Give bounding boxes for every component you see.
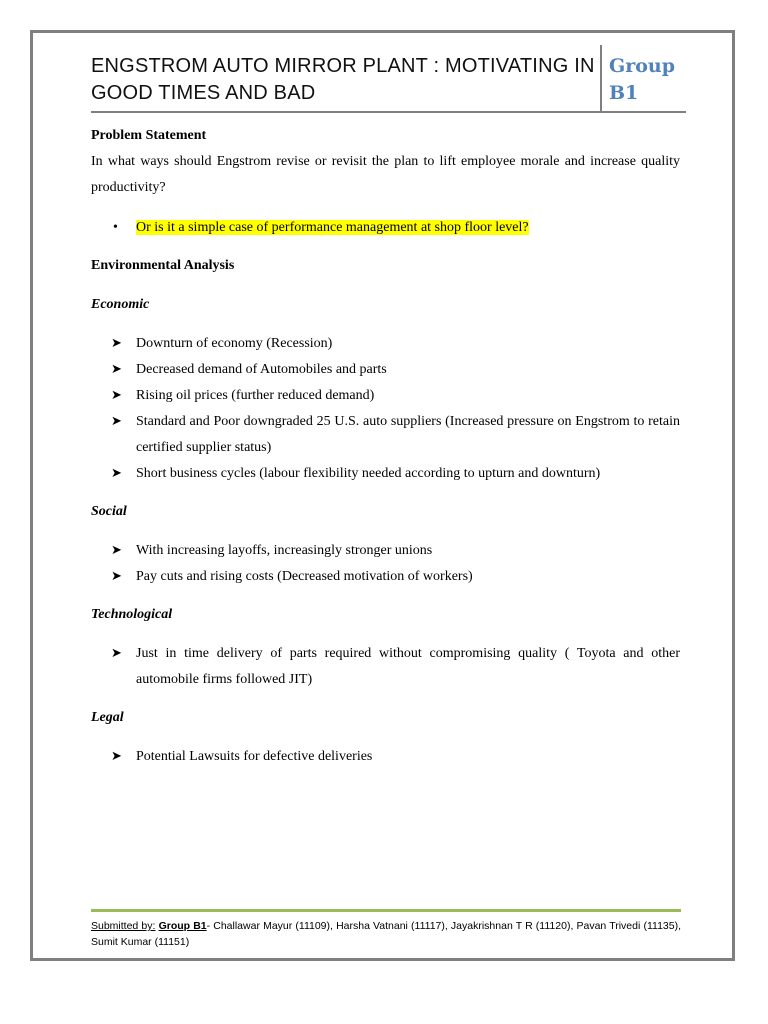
header-divider: [600, 45, 602, 111]
economic-heading: Economic: [91, 297, 150, 312]
technological-heading: Technological: [91, 607, 173, 622]
problem-bullet: [91, 215, 680, 241]
social-list: [91, 538, 680, 590]
list-item: ➤ Short business cycles (labour flexibility needed according to upturn and downturn): [91, 461, 680, 487]
arrow-bullet-icon: ➤: [111, 414, 122, 429]
social-heading: Social: [91, 504, 127, 519]
highlighted-question: Or is it a simple case of performance management at shop floor level?: [136, 220, 529, 235]
list-item: ➤ Pay cuts and rising costs (Decreased motivation of workers): [91, 564, 680, 590]
arrow-bullet-icon: ➤: [111, 569, 122, 584]
arrow-bullet-icon: ➤: [111, 466, 122, 481]
page-border: [30, 30, 735, 961]
arrow-bullet-icon: ➤: [111, 749, 122, 764]
technological-list: [91, 641, 680, 693]
legal-heading: Legal: [91, 710, 124, 725]
list-item: ➤ Rising oil prices (further reduced demand): [91, 383, 680, 409]
submitted-by-label: Submitted by:: [91, 920, 156, 932]
footer-divider: [91, 909, 681, 912]
arrow-bullet-icon: ➤: [111, 362, 122, 377]
list-item: ➤ With increasing layoffs, increasingly stronger unions: [91, 538, 680, 564]
legal-list: [91, 744, 680, 770]
list-item: ➤ Potential Lawsuits for defective deliveries: [91, 744, 680, 770]
list-item: ➤ Just in time delivery of parts required without compromising quality ( Toyota and other automobile firms followed JIT): [91, 641, 680, 693]
footer-members: - Challawar Mayur (11109), Harsha Vatnani (11117), Jayakrishnan T R (11120), Pavan Trivedi (11135), Sumit Kumar (11151): [91, 920, 682, 948]
footer-group-label: Group B1: [158, 920, 207, 932]
footer-credits: [91, 918, 681, 950]
environmental-analysis-heading: Environmental Analysis: [91, 258, 235, 273]
document-title: ENGSTROM AUTO MIRROR PLANT : MOTIVATING IN GOOD TIMES AND BAD: [91, 55, 595, 104]
list-item: ➤ Standard and Poor downgraded 25 U.S. auto suppliers (Increased pressure on Engstrom to retain certified supplier status): [91, 409, 680, 461]
group-label: Group B1: [609, 55, 676, 104]
bullet-dot-icon: •: [113, 220, 118, 235]
problem-statement-text: In what ways should Engstrom revise or revisit the plan to lift employee morale and increase quality productivity?: [91, 154, 680, 195]
document-header: [91, 45, 686, 113]
arrow-bullet-icon: ➤: [111, 336, 122, 351]
arrow-bullet-icon: ➤: [111, 543, 122, 558]
problem-statement-heading: Problem Statement: [91, 128, 207, 143]
arrow-bullet-icon: ➤: [111, 646, 122, 661]
arrow-bullet-icon: ➤: [111, 388, 122, 403]
list-item: ➤ Downturn of economy (Recession): [91, 331, 680, 357]
economic-list: [91, 331, 680, 487]
list-item: ➤ Decreased demand of Automobiles and parts: [91, 357, 680, 383]
